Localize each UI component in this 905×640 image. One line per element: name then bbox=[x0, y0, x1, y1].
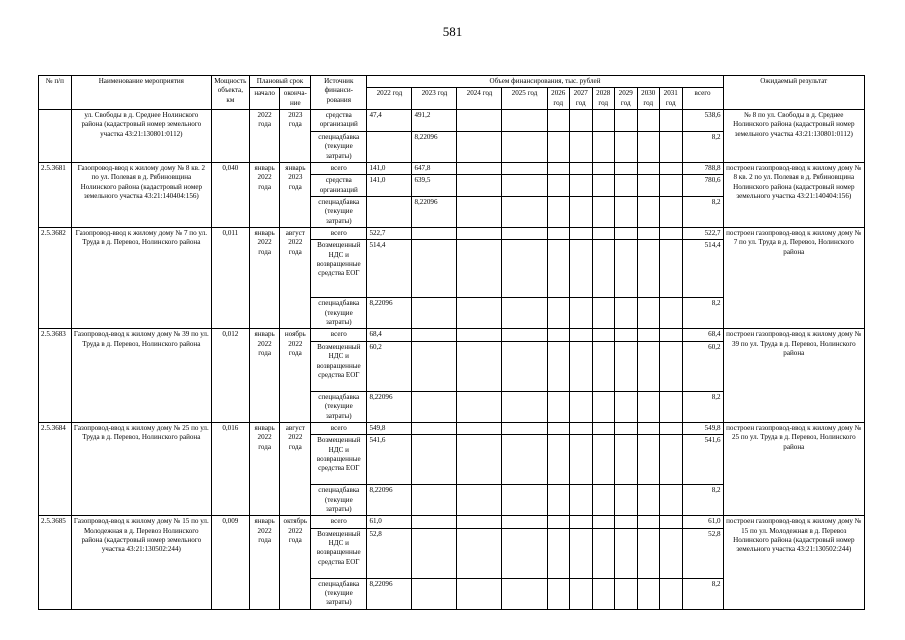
funding-table bbox=[38, 75, 865, 610]
value-empty bbox=[570, 528, 593, 578]
value-empty bbox=[502, 391, 547, 422]
source-name: Возмещенный НДС и возвращенные средства ЕОГ bbox=[311, 435, 367, 485]
value-2023: 491,2 bbox=[412, 110, 457, 132]
source-name: спецнадбавка (текущие затраты) bbox=[311, 131, 367, 162]
value-2022: 60,2 bbox=[367, 341, 412, 391]
value-total: 780,6 bbox=[682, 175, 723, 197]
value-empty bbox=[660, 422, 683, 434]
value-empty bbox=[547, 516, 570, 528]
value-2022: 8,22096 bbox=[367, 485, 412, 516]
row-result: № 8 по ул. Свободы в д. Среднее Нолинского района (кадастровый номер земельного участка 43:21:130801:0112) bbox=[723, 110, 864, 163]
value-empty bbox=[615, 516, 638, 528]
value-2022: 68,4 bbox=[367, 329, 412, 341]
value-empty bbox=[457, 435, 502, 485]
source-name: всего bbox=[311, 516, 367, 528]
value-empty bbox=[660, 578, 683, 609]
value-empty bbox=[570, 435, 593, 485]
value-empty bbox=[457, 298, 502, 329]
value-total: 52,8 bbox=[682, 528, 723, 578]
value-2022: 541,6 bbox=[367, 435, 412, 485]
value-empty bbox=[457, 329, 502, 341]
value-empty bbox=[457, 341, 502, 391]
value-2022: 52,8 bbox=[367, 528, 412, 578]
value-empty bbox=[615, 528, 638, 578]
value-empty bbox=[592, 240, 615, 298]
row-num: 2.5.3684 bbox=[39, 422, 72, 515]
source-name: спецнадбавка (текущие затраты) bbox=[311, 298, 367, 329]
value-empty bbox=[570, 485, 593, 516]
value-empty bbox=[637, 485, 660, 516]
value-empty bbox=[547, 228, 570, 240]
value-empty bbox=[570, 341, 593, 391]
value-empty bbox=[637, 329, 660, 341]
value-2023 bbox=[412, 298, 457, 329]
value-2022: 141,0 bbox=[367, 175, 412, 197]
row-name: Газопровод-ввод к жилому дому № 39 по ул. Труда в д. Перевоз, Нолинского района bbox=[71, 329, 211, 422]
value-empty bbox=[502, 435, 547, 485]
value-2022: 522,7 bbox=[367, 228, 412, 240]
value-empty bbox=[592, 435, 615, 485]
value-empty bbox=[570, 162, 593, 174]
value-2023 bbox=[412, 485, 457, 516]
row-start: 2022 года bbox=[249, 110, 280, 163]
value-total: 788,8 bbox=[682, 162, 723, 174]
source-name: всего bbox=[311, 162, 367, 174]
value-empty bbox=[660, 175, 683, 197]
row-start: январь 2022 года bbox=[249, 516, 280, 609]
value-empty bbox=[637, 578, 660, 609]
value-empty bbox=[502, 422, 547, 434]
value-2022 bbox=[367, 196, 412, 227]
value-empty bbox=[502, 528, 547, 578]
header-planned: Плановый срок bbox=[249, 76, 310, 88]
value-2023 bbox=[412, 228, 457, 240]
value-empty bbox=[592, 162, 615, 174]
row-name: Газопровод-ввод к жилому дому № 8 кв. 2 по ул. Полевая в д. Рябиновщина Нолинского района (кадастровый номер земельного участка 43:21:140404:156) bbox=[71, 162, 211, 227]
value-empty bbox=[502, 131, 547, 162]
source-name: Возмещенный НДС и возвращенные средства ЕОГ bbox=[311, 341, 367, 391]
value-empty bbox=[615, 485, 638, 516]
value-empty bbox=[502, 175, 547, 197]
row-start: январь 2022 года bbox=[249, 162, 280, 227]
value-total: 61,0 bbox=[682, 516, 723, 528]
value-empty bbox=[660, 196, 683, 227]
page-number: 581 bbox=[442, 24, 463, 39]
source-name: всего bbox=[311, 228, 367, 240]
value-empty bbox=[637, 196, 660, 227]
value-empty bbox=[592, 196, 615, 227]
row-result: построен газопровод-ввод к жилому дому № 25 по ул. Труда в д. Перевоз, Нолинского района bbox=[723, 422, 864, 515]
value-empty bbox=[592, 391, 615, 422]
value-empty bbox=[615, 391, 638, 422]
value-empty bbox=[592, 131, 615, 162]
value-empty bbox=[457, 240, 502, 298]
source-name: спецнадбавка (текущие затраты) bbox=[311, 391, 367, 422]
value-empty bbox=[592, 329, 615, 341]
value-2022: 8,22096 bbox=[367, 298, 412, 329]
header-funding: Объем финансирования, тыс. рублей bbox=[367, 76, 723, 88]
value-empty bbox=[570, 110, 593, 132]
value-empty bbox=[660, 391, 683, 422]
row-capacity bbox=[211, 110, 249, 163]
value-empty bbox=[547, 341, 570, 391]
value-empty bbox=[660, 341, 683, 391]
value-empty bbox=[547, 131, 570, 162]
value-empty bbox=[615, 131, 638, 162]
header-capacity: Мощность объекта, км bbox=[211, 76, 249, 110]
row-capacity: 0,040 bbox=[211, 162, 249, 227]
source-name: спецнадбавка (текущие затраты) bbox=[311, 485, 367, 516]
value-empty bbox=[637, 298, 660, 329]
value-empty bbox=[502, 196, 547, 227]
value-empty bbox=[637, 341, 660, 391]
value-empty bbox=[502, 240, 547, 298]
value-empty bbox=[457, 162, 502, 174]
value-2022: 47,4 bbox=[367, 110, 412, 132]
value-empty bbox=[457, 196, 502, 227]
value-empty bbox=[637, 228, 660, 240]
value-total: 68,4 bbox=[682, 329, 723, 341]
value-empty bbox=[547, 528, 570, 578]
source-name: средства организаций bbox=[311, 175, 367, 197]
value-2023 bbox=[412, 341, 457, 391]
value-empty bbox=[592, 422, 615, 434]
value-empty bbox=[570, 578, 593, 609]
source-name: всего bbox=[311, 329, 367, 341]
table-row bbox=[39, 422, 865, 434]
value-2023 bbox=[412, 329, 457, 341]
value-empty bbox=[637, 131, 660, 162]
header-end: оконча-ние bbox=[280, 88, 311, 110]
value-empty bbox=[660, 298, 683, 329]
value-2023 bbox=[412, 516, 457, 528]
value-2023 bbox=[412, 435, 457, 485]
value-2023 bbox=[412, 240, 457, 298]
row-capacity: 0,011 bbox=[211, 228, 249, 329]
value-empty bbox=[637, 110, 660, 132]
value-2022: 514,4 bbox=[367, 240, 412, 298]
row-name: ул. Свободы в д. Среднее Нолинского района (кадастровый номер земельного участка 43:21:130801:0112) bbox=[71, 110, 211, 163]
row-end: январь 2023 года bbox=[280, 162, 311, 227]
value-empty bbox=[660, 162, 683, 174]
value-total: 549,8 bbox=[682, 422, 723, 434]
value-empty bbox=[547, 422, 570, 434]
row-result: построен газопровод-ввод к жилому дому № 39 по ул. Труда в д. Перевоз, Нолинского района bbox=[723, 329, 864, 422]
value-empty bbox=[615, 240, 638, 298]
value-empty bbox=[457, 485, 502, 516]
value-empty bbox=[660, 131, 683, 162]
row-capacity: 0,012 bbox=[211, 329, 249, 422]
value-total: 538,6 bbox=[682, 110, 723, 132]
value-empty bbox=[615, 162, 638, 174]
row-end: август 2022 года bbox=[280, 422, 311, 515]
value-2022: 61,0 bbox=[367, 516, 412, 528]
header-num: № п/п bbox=[39, 76, 72, 110]
value-total: 8,2 bbox=[682, 391, 723, 422]
row-num: 2.5.3683 bbox=[39, 329, 72, 422]
header-year: 2030 год bbox=[637, 88, 660, 110]
value-empty bbox=[637, 422, 660, 434]
value-empty bbox=[547, 435, 570, 485]
row-num: 2.5.3682 bbox=[39, 228, 72, 329]
value-empty bbox=[570, 422, 593, 434]
value-empty bbox=[502, 228, 547, 240]
table-header-row bbox=[39, 76, 865, 88]
value-empty bbox=[660, 110, 683, 132]
value-2023 bbox=[412, 422, 457, 434]
value-total: 8,2 bbox=[682, 196, 723, 227]
value-empty bbox=[660, 329, 683, 341]
value-empty bbox=[592, 110, 615, 132]
value-empty bbox=[660, 240, 683, 298]
value-empty bbox=[502, 110, 547, 132]
value-empty bbox=[547, 196, 570, 227]
header-year: 2026 год bbox=[547, 88, 570, 110]
value-empty bbox=[547, 578, 570, 609]
value-empty bbox=[660, 485, 683, 516]
value-2023: 8,22096 bbox=[412, 196, 457, 227]
value-2023: 8,22096 bbox=[412, 131, 457, 162]
value-empty bbox=[547, 391, 570, 422]
value-2023 bbox=[412, 528, 457, 578]
value-empty bbox=[637, 391, 660, 422]
value-2023: 639,5 bbox=[412, 175, 457, 197]
value-empty bbox=[592, 341, 615, 391]
row-end: 2023 года bbox=[280, 110, 311, 163]
value-total: 8,2 bbox=[682, 298, 723, 329]
value-empty bbox=[502, 516, 547, 528]
table-row bbox=[39, 162, 865, 174]
value-empty bbox=[615, 110, 638, 132]
header-total: всего bbox=[682, 88, 723, 110]
source-name: Возмещенный НДС и возвращенные средства ЕОГ bbox=[311, 240, 367, 298]
value-total: 514,4 bbox=[682, 240, 723, 298]
value-empty bbox=[660, 516, 683, 528]
value-2023 bbox=[412, 578, 457, 609]
value-empty bbox=[547, 175, 570, 197]
value-empty bbox=[637, 528, 660, 578]
value-empty bbox=[457, 228, 502, 240]
value-empty bbox=[547, 162, 570, 174]
value-2023: 647,8 bbox=[412, 162, 457, 174]
table-row bbox=[39, 329, 865, 341]
header-year: 2027 год bbox=[570, 88, 593, 110]
value-empty bbox=[660, 435, 683, 485]
value-empty bbox=[502, 329, 547, 341]
value-empty bbox=[637, 162, 660, 174]
value-empty bbox=[547, 329, 570, 341]
source-name: Возмещенный НДС и возвращенные средства ЕОГ bbox=[311, 528, 367, 578]
value-empty bbox=[457, 175, 502, 197]
header-year: 2031 год bbox=[660, 88, 683, 110]
value-empty bbox=[547, 298, 570, 329]
value-empty bbox=[570, 298, 593, 329]
row-num bbox=[39, 110, 72, 163]
source-name: спецнадбавка (текущие затраты) bbox=[311, 196, 367, 227]
row-capacity: 0,009 bbox=[211, 516, 249, 609]
source-name: средства организаций bbox=[311, 110, 367, 132]
value-empty bbox=[660, 228, 683, 240]
value-total: 8,2 bbox=[682, 485, 723, 516]
value-empty bbox=[592, 298, 615, 329]
value-empty bbox=[457, 110, 502, 132]
value-empty bbox=[615, 578, 638, 609]
value-empty bbox=[457, 391, 502, 422]
value-empty bbox=[592, 578, 615, 609]
value-empty bbox=[570, 240, 593, 298]
value-empty bbox=[570, 516, 593, 528]
row-end: октябрь 2022 года bbox=[280, 516, 311, 609]
value-empty bbox=[457, 131, 502, 162]
value-empty bbox=[502, 341, 547, 391]
value-empty bbox=[457, 578, 502, 609]
header-year: 2028 год bbox=[592, 88, 615, 110]
value-2022: 549,8 bbox=[367, 422, 412, 434]
value-2022: 8,22096 bbox=[367, 391, 412, 422]
header-result: Ожидаемый результат bbox=[723, 76, 864, 110]
value-empty bbox=[457, 528, 502, 578]
value-empty bbox=[660, 528, 683, 578]
value-empty bbox=[570, 228, 593, 240]
header-name: Наименование мероприятия bbox=[71, 76, 211, 110]
source-name: спецнадбавка (текущие затраты) bbox=[311, 578, 367, 609]
row-name: Газопровод-ввод к жилому дому № 7 по ул. Труда в д. Перевоз, Нолинского района bbox=[71, 228, 211, 329]
value-empty bbox=[570, 196, 593, 227]
source-name: всего bbox=[311, 422, 367, 434]
row-result: построен газопровод-ввод к жилому дому № 15 по ул. Молодежная в д. Перевоз Нолинского района (кадастровый номер земельного участка 43:21:130502:244) bbox=[723, 516, 864, 609]
value-2022: 8,22096 bbox=[367, 578, 412, 609]
value-empty bbox=[502, 578, 547, 609]
header-year: 2024 год bbox=[457, 88, 502, 110]
header-year: 2025 год bbox=[502, 88, 547, 110]
row-capacity: 0,016 bbox=[211, 422, 249, 515]
table-row bbox=[39, 516, 865, 528]
value-empty bbox=[615, 175, 638, 197]
row-result: построен газопровод-ввод к жилому дому № 7 по ул. Труда в д. Перевоз, Нолинского района bbox=[723, 228, 864, 329]
value-total: 541,6 bbox=[682, 435, 723, 485]
row-start: январь 2022 года bbox=[249, 329, 280, 422]
row-start: январь 2022 года bbox=[249, 228, 280, 329]
row-end: август 2022 года bbox=[280, 228, 311, 329]
value-empty bbox=[570, 391, 593, 422]
header-year: 2022 год bbox=[367, 88, 412, 110]
value-empty bbox=[502, 162, 547, 174]
value-empty bbox=[615, 341, 638, 391]
table-row bbox=[39, 228, 865, 240]
value-empty bbox=[615, 196, 638, 227]
value-2022 bbox=[367, 131, 412, 162]
value-2023 bbox=[412, 391, 457, 422]
row-num: 2.5.3681 bbox=[39, 162, 72, 227]
header-source: Источник финанси-рования bbox=[311, 76, 367, 110]
row-name: Газопровод-ввод к жилому дому № 25 по ул. Труда в д. Перевоз, Нолинского района bbox=[71, 422, 211, 515]
header-start: начало bbox=[249, 88, 280, 110]
row-end: ноябрь 2022 года bbox=[280, 329, 311, 422]
header-year: 2023 год bbox=[412, 88, 457, 110]
row-num: 2.5.3685 bbox=[39, 516, 72, 609]
value-total: 8,2 bbox=[682, 131, 723, 162]
row-start: январь 2022 года bbox=[249, 422, 280, 515]
value-empty bbox=[592, 528, 615, 578]
value-empty bbox=[502, 485, 547, 516]
value-empty bbox=[592, 516, 615, 528]
value-empty bbox=[592, 175, 615, 197]
value-empty bbox=[502, 298, 547, 329]
value-empty bbox=[615, 422, 638, 434]
table-row bbox=[39, 110, 865, 132]
value-empty bbox=[570, 175, 593, 197]
value-empty bbox=[457, 516, 502, 528]
value-empty bbox=[570, 131, 593, 162]
value-empty bbox=[637, 175, 660, 197]
value-empty bbox=[615, 435, 638, 485]
value-empty bbox=[457, 422, 502, 434]
value-empty bbox=[547, 485, 570, 516]
value-empty bbox=[615, 228, 638, 240]
value-empty bbox=[592, 228, 615, 240]
value-empty bbox=[592, 485, 615, 516]
value-empty bbox=[615, 298, 638, 329]
value-empty bbox=[637, 240, 660, 298]
value-total: 8,2 bbox=[682, 578, 723, 609]
value-empty bbox=[615, 329, 638, 341]
row-result: построен газопровод-ввод к жилому дому № 8 кв. 2 по ул. Полевая в д. Рябиновщина Нолинского района (кадастровый номер земельного участка 43:21:140404:156) bbox=[723, 162, 864, 227]
value-empty bbox=[547, 110, 570, 132]
value-empty bbox=[570, 329, 593, 341]
value-total: 60,2 bbox=[682, 341, 723, 391]
value-total: 522,7 bbox=[682, 228, 723, 240]
value-2022: 141,0 bbox=[367, 162, 412, 174]
header-year: 2029 год bbox=[615, 88, 638, 110]
row-name: Газопровод-ввод к жилому дому № 15 по ул. Молодежная в д. Перевоз Нолинского района (кадастровый номер земельного участка 43:21:130502:244) bbox=[71, 516, 211, 609]
value-empty bbox=[637, 435, 660, 485]
value-empty bbox=[547, 240, 570, 298]
value-empty bbox=[637, 516, 660, 528]
